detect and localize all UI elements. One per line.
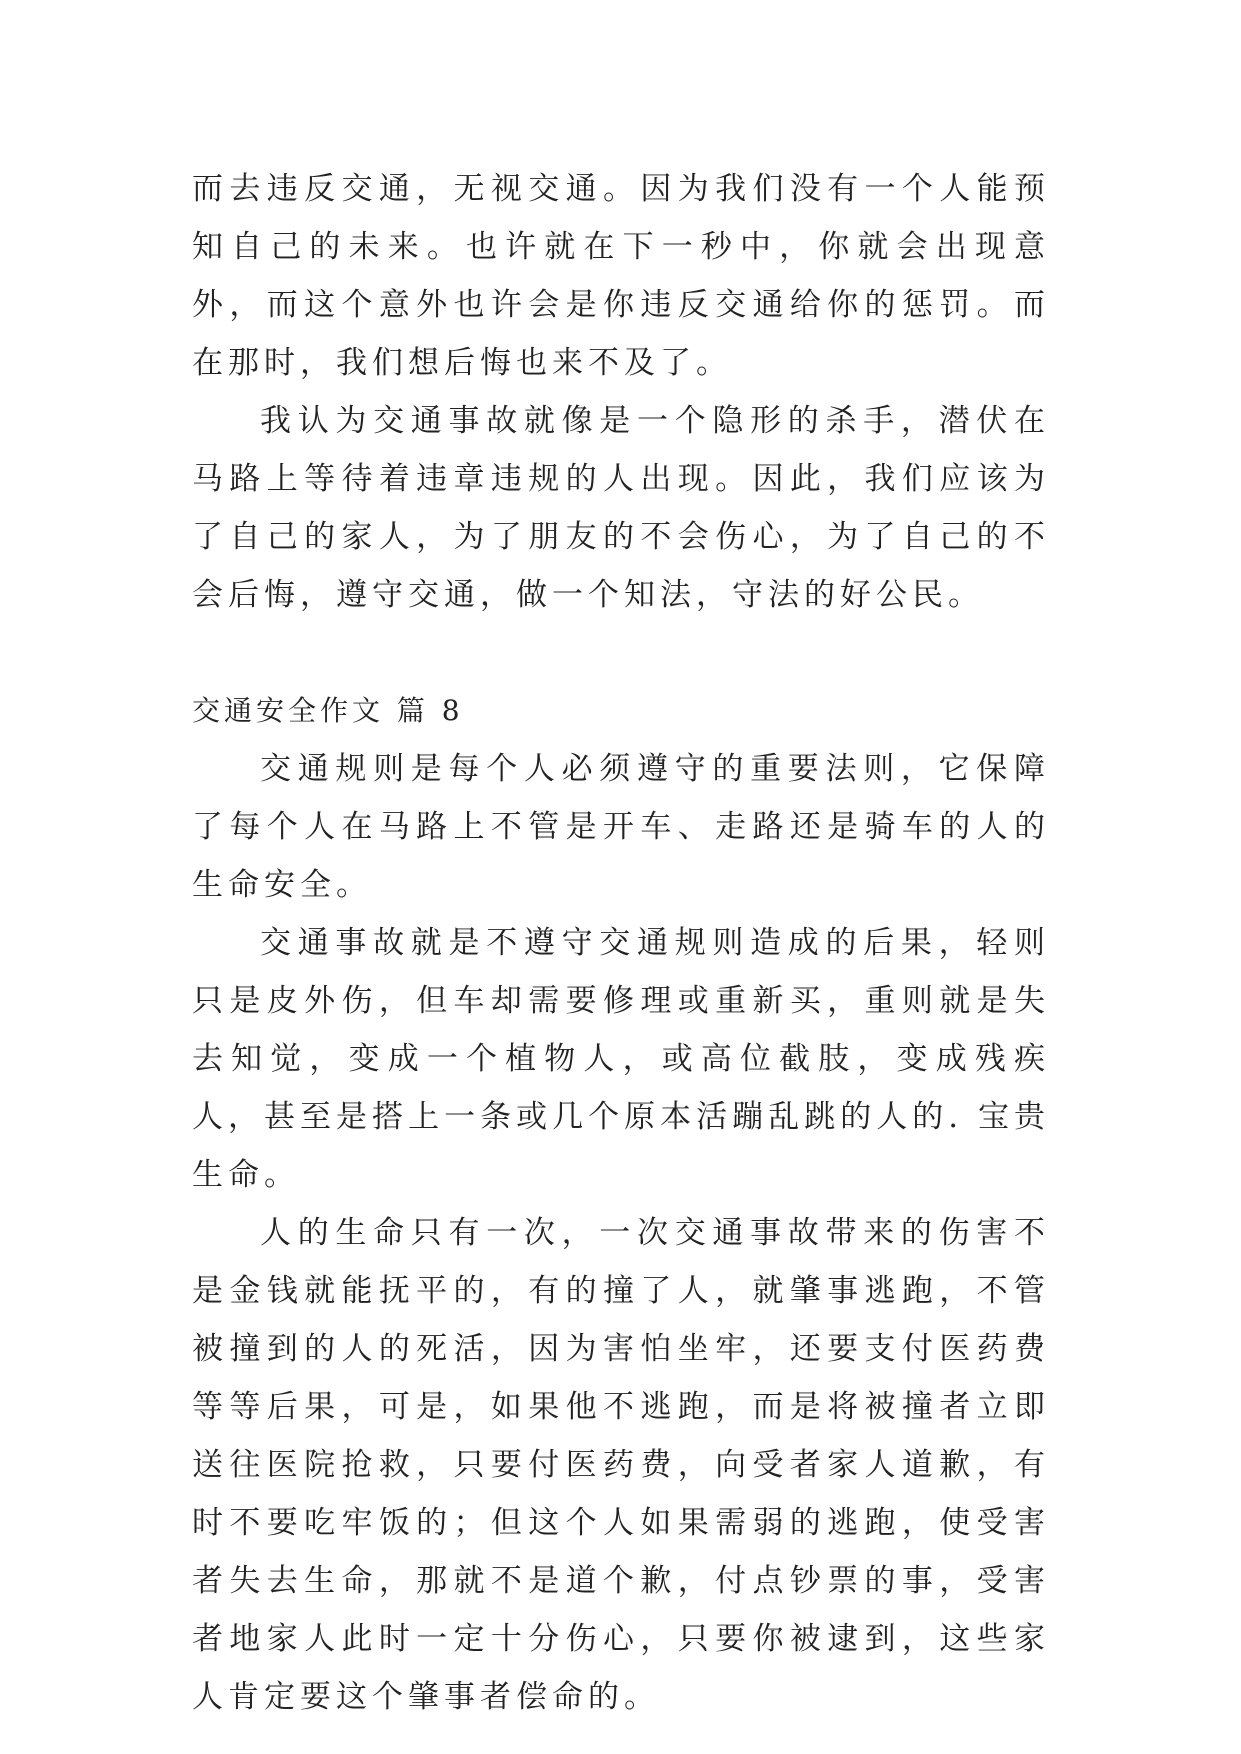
essay-heading: 交通安全作文 篇 8 [192, 694, 464, 727]
paragraph-accidents: 交通事故就是不遵守交通规则造成的后果，轻则只是皮外伤，但车却需要修理或重新买，重则就是失去知觉，变成一个植物人，或高位截肢，变成残疾人，甚至是搭上一条或几个原本活蹦乱跳的人的. 宝贵生命。 [192, 925, 1050, 1193]
document-body [192, 160, 1050, 1726]
paragraph-conclusion: 我认为交通事故就像是一个隐形的杀手，潜伏在马路上等待着违章违规的人出现。因此，我们应该为了自己的家人，为了朋友的不会伤心，为了自己的不会后悔，遵守交通，做一个知法，守法的好公民。 [192, 403, 1050, 613]
paragraph-continuation: 而去违反交通，无视交通。因为我们没有一个人能预知自己的未来。也许就在下一秒中，你就会出现意外，而这个意外也许会是你违反交通给你的惩罚。而在那时，我们想后悔也来不及了。 [192, 171, 1050, 381]
paragraph-rules: 交通规则是每个人必须遵守的重要法则，它保障了每个人在马路上不管是开车、走路还是骑车的人的生命安全。 [192, 751, 1050, 903]
paragraph-life: 人的生命只有一次，一次交通事故带来的伤害不是金钱就能抚平的，有的撞了人，就肇事逃跑，不管被撞到的人的死活，因为害怕坐牢，还要支付医药费等等后果，可是，如果他不逃跑，而是将被撞者立即送往医院抢救，只要付医药费，向受者家人道歉，有时不要吃牢饭的；但这个人如果需弱的逃跑，使受害者失去生命，那就不是道个歉，付点钞票的事，受害者地家人此时一定十分伤心，只要你被逮到，这些家人肯定要这个肇事者偿命的。 [192, 1215, 1050, 1715]
